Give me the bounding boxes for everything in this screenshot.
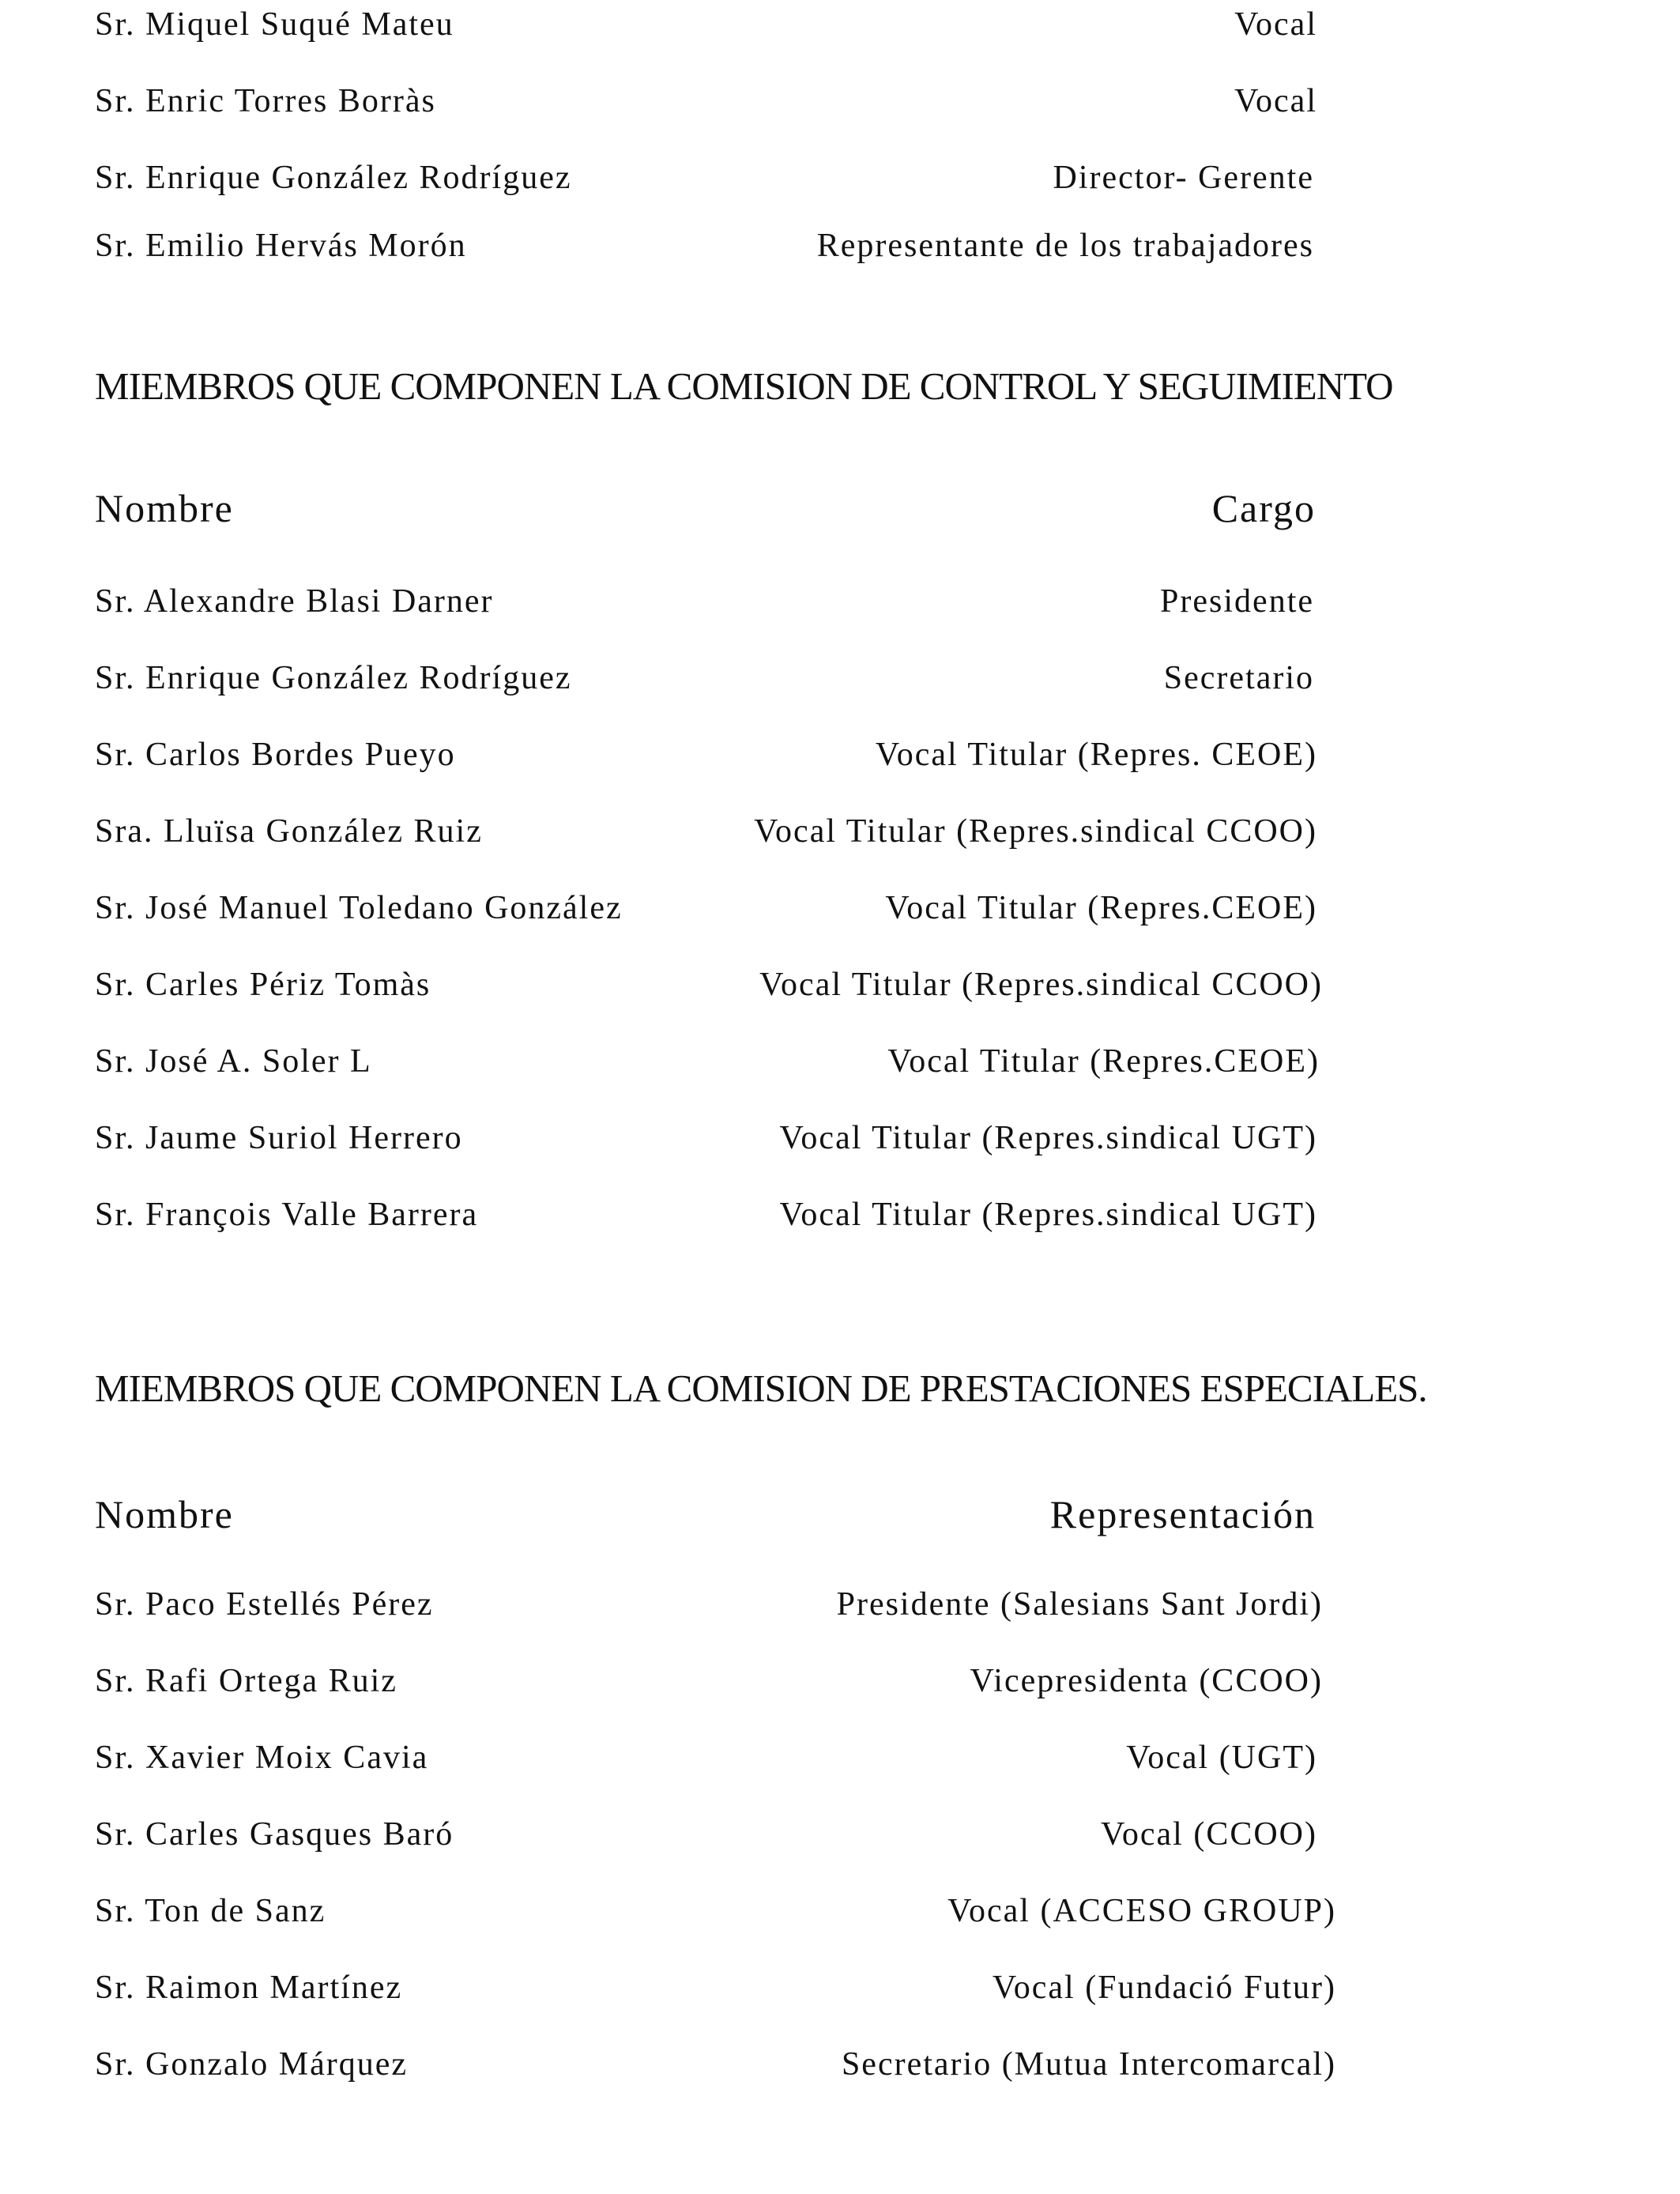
member-name: Sr. Enrique González Rodríguez (95, 160, 572, 196)
member-name: Sr. François Valle Barrera (95, 1197, 479, 1233)
table-row (95, 961, 1328, 1008)
header-role-label: Representación (1049, 1492, 1316, 1536)
list-item (95, 77, 1328, 125)
member-name: Sr. Enrique González Rodríguez (95, 660, 572, 696)
member-role: Vocal Titular (Repres. CEOE) (875, 737, 1317, 773)
member-role: Vicepresidenta (CCOO) (970, 1663, 1323, 1699)
member-role: Presidente (1160, 583, 1314, 620)
member-role: Vocal Titular (Repres.CEOE) (887, 1043, 1320, 1080)
member-name: Sra. Lluïsa González Ruiz (95, 813, 483, 850)
member-name: Sr. Carles Gasques Baró (95, 1816, 454, 1853)
member-name: Sr. José A. Soler L (95, 1043, 372, 1080)
member-name: Sr. Rafi Ortega Ruiz (95, 1663, 397, 1699)
table-row (95, 1734, 1328, 1781)
list-item (95, 1, 1328, 48)
member-name: Sr. Carles Périz Tomàs (95, 967, 431, 1003)
member-role: Vocal Titular (Repres.CEOE) (885, 890, 1317, 926)
member-role: Vocal Titular (Repres.sindical UGT) (779, 1197, 1317, 1233)
member-role: Vocal (1234, 83, 1317, 119)
table-row (95, 1811, 1328, 1858)
section-title-control: MIEMBROS QUE COMPONEN LA COMISION DE CONTROL Y SEGUIMIENTO (95, 364, 1393, 408)
member-role: Vocal (CCOO) (1100, 1816, 1317, 1853)
member-name: Sr. Raimon Martínez (95, 1970, 403, 2006)
member-name: Sr. Gonzalo Márquez (95, 2046, 409, 2083)
member-name: Sr. Miquel Suqué Mateu (95, 6, 454, 43)
table-row (95, 2041, 1336, 2088)
table-row (95, 1887, 1336, 1935)
header-name-label: Nombre (95, 486, 234, 530)
member-role: Vocal Titular (Repres.sindical CCOO) (759, 967, 1323, 1003)
table-header (95, 482, 1316, 534)
member-name: Sr. Jaume Suriol Herrero (95, 1120, 463, 1156)
table-row (95, 654, 1328, 702)
member-role: Director- Gerente (1053, 160, 1314, 196)
table-row (95, 1038, 1328, 1085)
member-name: Sr. Alexandre Blasi Darner (95, 583, 494, 620)
list-item (95, 154, 1328, 202)
member-role: Vocal Titular (Repres.sindical CCOO) (754, 813, 1317, 850)
member-role: Vocal (ACCESO GROUP) (947, 1893, 1336, 1929)
member-role: Secretario (Mutua Intercomarcal) (841, 2046, 1336, 2083)
section-title-special: MIEMBROS QUE COMPONEN LA COMISION DE PRESTACIONES ESPECIALES. (95, 1367, 1427, 1410)
member-role: Vocal (Fundació Futur) (992, 1970, 1336, 2006)
member-name: Sr. Carlos Bordes Pueyo (95, 737, 456, 773)
table-row (95, 884, 1328, 932)
table-row (95, 578, 1328, 625)
member-role: Secretario (1163, 660, 1314, 696)
member-name: Sr. Emilio Hervás Morón (95, 228, 467, 264)
table-row (95, 731, 1328, 778)
table-row (95, 1114, 1328, 1162)
member-role: Vocal Titular (Repres.sindical UGT) (779, 1120, 1317, 1156)
table-header (95, 1488, 1316, 1540)
table-row (95, 1581, 1328, 1628)
list-item (95, 222, 1328, 270)
table-row (95, 1964, 1336, 2011)
member-name: Sr. Xavier Moix Cavia (95, 1740, 429, 1776)
member-role: Vocal (1234, 6, 1317, 43)
table-row (95, 1191, 1328, 1238)
header-role-label: Cargo (1211, 486, 1316, 530)
member-name: Sr. Paco Estellés Pérez (95, 1586, 434, 1623)
member-role: Representante de los trabajadores (816, 228, 1314, 264)
member-name: Sr. Enric Torres Borràs (95, 83, 436, 119)
member-role: Vocal (UGT) (1126, 1740, 1317, 1776)
member-name: Sr. José Manuel Toledano González (95, 890, 623, 926)
table-row (95, 1657, 1328, 1705)
header-name-label: Nombre (95, 1492, 234, 1536)
member-name: Sr. Ton de Sanz (95, 1893, 326, 1929)
member-role: Presidente (Salesians Sant Jordi) (836, 1586, 1323, 1623)
table-row (95, 808, 1328, 855)
